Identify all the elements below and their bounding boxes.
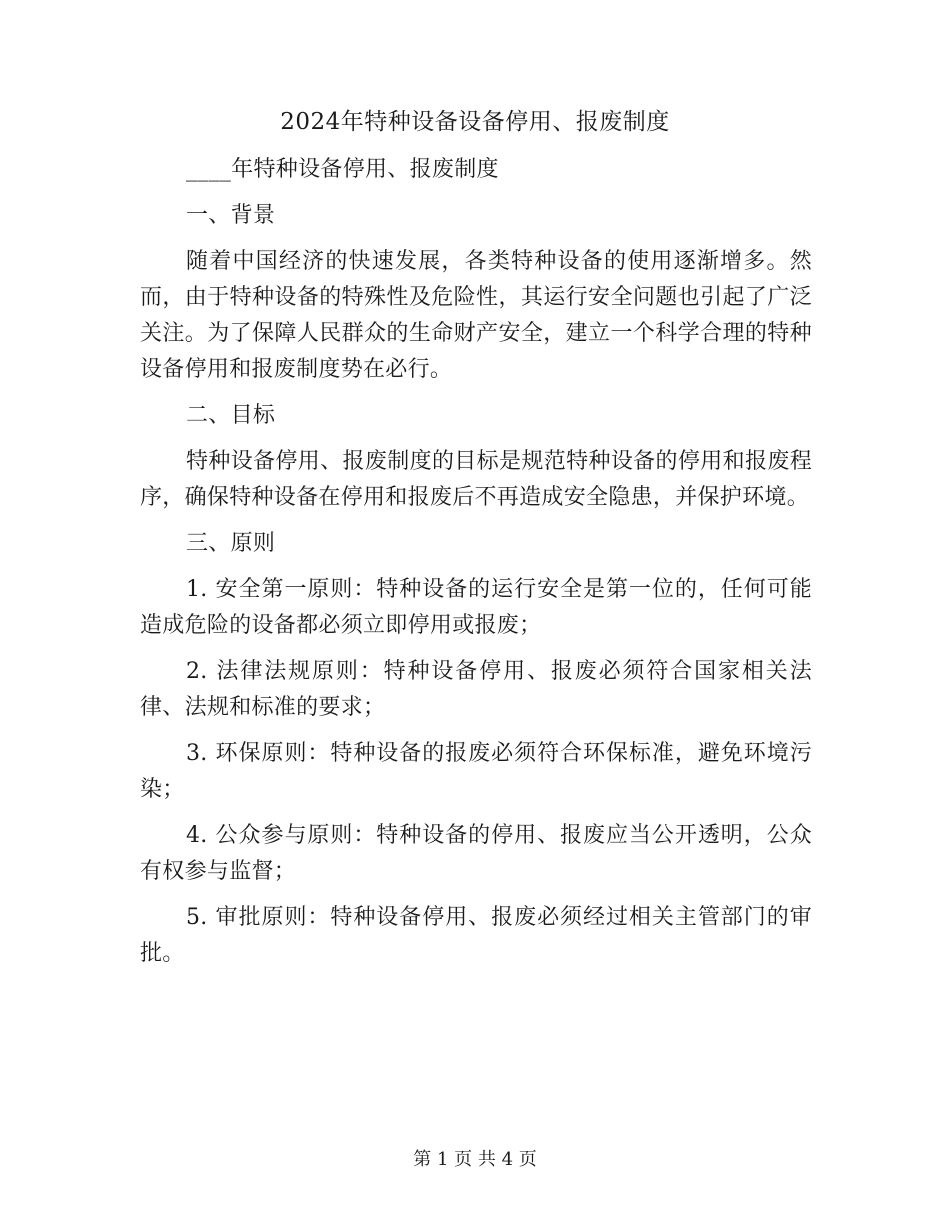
principle-item-5: 5. 审批原则：特种设备停用、报废必须经过相关主管部门的审批。 [140,905,812,966]
section-heading-background: 一、背景 [186,203,276,228]
page-number-footer: 第 1 页 共 4 页 [413,1149,537,1170]
principle-item-1: 1. 安全第一原则：特种设备的运行安全是第一位的，任何可能造成危险的设备都必须立即停用或报废； [140,577,812,638]
section-heading-principles: 三、原则 [186,531,276,556]
background-paragraph: 随着中国经济的快速发展，各类特种设备的使用逐渐增多。然而，由于特种设备的特殊性及危险性，其运行安全问题也引起了广泛关注。为了保障人民群众的生命财产安全，建立一个科学合理的特种设备停用和报废制度势在必行。 [140,249,812,382]
goal-paragraph: 特种设备停用、报废制度的目标是规范特种设备的停用和报废程序，确保特种设备在停用和报废后不再造成安全隐患，并保护环境。 [140,449,812,510]
principle-item-4: 4. 公众参与原则：特种设备的停用、报废应当公开透明，公众有权参与监督； [140,823,812,884]
principle-item-3: 3. 环保原则：特种设备的报废必须符合环保标准，避免环境污染； [140,741,812,802]
subtitle-paragraph: ____年特种设备停用、报废制度 [186,157,499,182]
section-heading-goal: 二、目标 [186,403,276,428]
document-title: 2024年特种设备设备停用、报废制度 [280,109,670,135]
document-body [140,152,812,982]
principle-item-2: 2. 法律法规原则：特种设备停用、报废必须符合国家相关法律、法规和标准的要求； [140,659,812,720]
